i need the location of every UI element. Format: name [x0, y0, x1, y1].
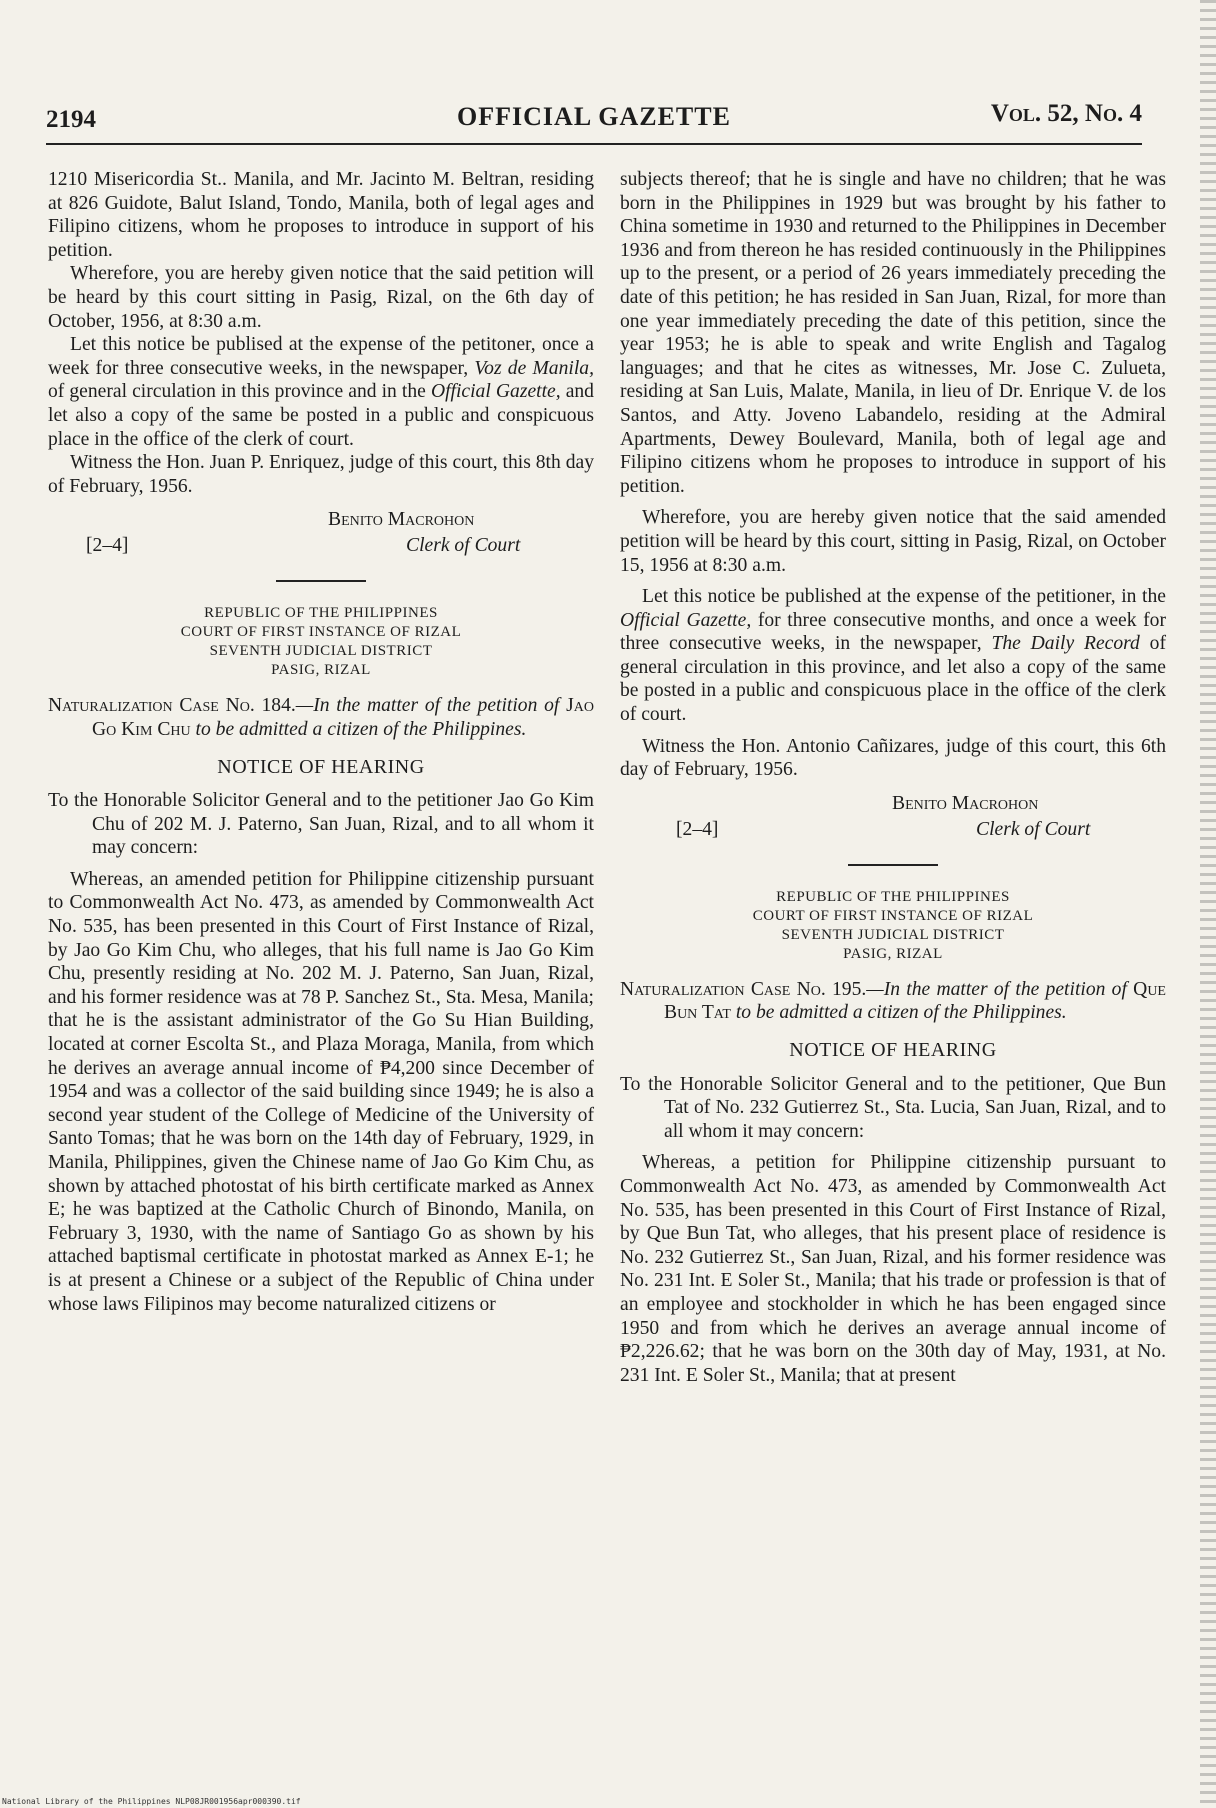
right-wherefore-paragraph: Wherefore, you are hereby given notice that the said amended petition will be heard by this court, sitting in Pasig, Rizal, on October 15, 1956 at 8:30 a.m.	[620, 507, 1166, 576]
left-case-caption: Naturalization Case No. 184.—In the matter of the petition of Jao Go Kim Chu to be admitted a citizen of the Philippines.	[48, 695, 594, 740]
left-witness-paragraph: Witness the Hon. Juan P. Enriquez, judge of this court, this 8th day of February, 1956.	[48, 452, 594, 497]
right-case-caption: Naturalization Case No. 195.—In the matter of the petition of Que Bun Tat to be admitted a citizen of the Philippines.	[620, 978, 1166, 1024]
right-witness-paragraph: Witness the Hon. Antonio Cañizares, judge of this court, this 6th day of February, 1956.	[620, 735, 1166, 781]
clerk-name: Benito Macrohon	[328, 509, 475, 531]
right-column	[620, 168, 1166, 1387]
page-number: 2194	[46, 106, 96, 133]
clerk-title: Clerk of Court	[406, 535, 521, 557]
left-continued-paragraph: 1210 Misericordia St.. Manila, and Mr. Jacinto M. Beltran, residing at 826 Guidote, Balut Island, Tondo, Manila, both of legal ages and Filipino citizens, whom he proposes to introduce in support of his petition.	[48, 169, 594, 261]
left-court-heading: REPUBLIC OF THE PHILIPPINES COURT OF FIRST INSTANCE OF RIZAL SEVENTH JUDICIAL DISTRICT PASIG, RIZAL	[180, 605, 462, 679]
page-header	[46, 100, 1142, 140]
publication-title: OFFICIAL GAZETTE	[457, 102, 731, 131]
section-divider	[276, 580, 366, 582]
gazette-name: Official Gazette,	[430, 381, 561, 403]
right-court-heading: REPUBLIC OF THE PHILIPPINES COURT OF FIRST INSTANCE OF RIZAL SEVENTH JUDICIAL DISTRICT PASIG, RIZAL	[752, 888, 1034, 962]
left-whereas-paragraph: Whereas, an amended petition for Philippine citizenship pursuant to Commonwealth Act No. 473, as amended by Commonwealth Act No. 535, has been presented in this Court of First Instance of Rizal, by Jao Go Kim Chu, who alleges, that his full name is Jao Go Kim Chu, presently residing at No. 202 M. J. Paterno, San Juan, Rizal, and his former residence was at 78 P. Sanchez St., Sta. Mesa, Manila; that he is the assistant administrator of the Go Su Hian Building, located at corner Escolta St., and Plaza Moraga, Manila, from which he derives an average annual income of ₱4,200 since December of 1954 and was a collector of the said building since 1949; he is also a second year student of the College of Medicine of the University of Santo Tomas; that he was born on the 14th day of February, 1929, in Manila, Philippines, given the Chinese name of Jao Go Kim Chu, as shown by attached photostat of his birth certificate marked as Annex E; he was baptized at the Catholic Church of Binondo, Manila, on February 3, 1930, with the name of Santiago Go as shown by his attached baptismal certificate in photostat marked as Annex E-1; he is at present a Chinese or a subject of the Republic of China under whose laws Filipinos may become naturalized citizens or	[48, 868, 594, 1315]
section-divider	[848, 864, 938, 866]
scan-edge-marks	[1200, 0, 1216, 1808]
left-publication-paragraph: Let this notice be publised at the expense of the petitoner, once a week for three consecutive weeks, in the newspaper, Voz de Manila, of general circulation in this province and in the Official Gazette, and let also a copy of the same be posted in a public and conspicuous place in the office of the clerk of court.	[48, 334, 594, 450]
right-publication-paragraph: Let this notice be published at the expense of the petitioner, in the Official Gazette, for three consecutive months, and once a week for three consecutive weeks, in the newspaper, The Daily Record of general circulation in this province, and let also a copy of the same be posted in a public and conspicuous place in the office of the clerk of court.	[620, 586, 1166, 726]
left-addressee: To the Honorable Solicitor General and to the petitioner Jao Go Kim Chu of 202 M. J. Paterno, San Juan, Rizal, and to all whom it may concern:	[48, 790, 594, 859]
issue-reference: [2–4]	[676, 818, 719, 840]
scan-footer: National Library of the Philippines NLP08JR001956apr000390.tif	[2, 1797, 301, 1806]
right-addressee: To the Honorable Solicitor General and to the petitioner, Que Bun Tat of No. 232 Gutierrez St., Sta. Lucia, San Juan, Rizal, and to all whom it may concern:	[620, 1073, 1166, 1142]
issue-reference: [2–4]	[86, 535, 129, 557]
left-notice-title: NOTICE OF HEARING	[217, 755, 425, 778]
right-continued-paragraph: subjects thereof; that he is single and have no children; that he was born in the Philippines in 1929 but was brought by his father to China sometime in 1930 and returned to the Philippines in December 1936 and from thereon he has resided continuously in the Philippines up to the present, or a period of 26 years immediately preceding the date of this petition; he has resided in San Juan, Rizal, for more than one year immediately preceding the date of this petition, since the year 1953; he is able to speak and write English and Tagalog languages; and that he cites as witnesses, Mr. Jose C. Zulueta, residing at San Luis, Malate, Manila, in lieu of Dr. Enrique V. de los Santos, and Atty. Joveno Labandelo, residing at the Admiral Apartments, Dewey Boulevard, Manila, both of legal age and Filipino citizens whom he proposes to introduce in support of his petition.	[620, 169, 1166, 497]
left-signature-block	[48, 508, 594, 562]
right-signature-block	[620, 792, 1166, 846]
left-wherefore-paragraph: Wherefore, you are hereby given notice that the said petition will be heard by this court sitting in Pasig, Rizal, on the 6th day of October, 1956, at 8:30 a.m.	[48, 263, 594, 332]
right-whereas-paragraph: Whereas, a petition for Philippine citizenship pursuant to Commonwealth Act No. 473, as amended by Commonwealth Act No. 535, has been presented in this Court of First Instance of Rizal, by Que Bun Tat, who alleges, that his present place of residence is No. 232 Gutierrez St., San Juan, Rizal, and his former residence was No. 231 Int. E Soler St., Manila; that his trade or profession is that of an employee and stockholder in which he has been engaged since 1950 and from which he derives an average annual income of ₱2,226.62; that he was born on the 30th day of May, 1931, at No. 231 Int. E Soler St., Manila; that at present	[620, 1152, 1166, 1386]
gazette-name: Official Gazette,	[620, 609, 752, 631]
newspaper-name: The Daily Record	[991, 633, 1140, 655]
header-rule	[46, 143, 1142, 145]
volume-info: Vol. 52, No. 4	[990, 100, 1142, 127]
clerk-title: Clerk of Court	[976, 818, 1091, 840]
right-notice-title: NOTICE OF HEARING	[789, 1039, 997, 1062]
clerk-name: Benito Macrohon	[892, 792, 1039, 814]
newspaper-name: Voz de Manila,	[474, 357, 594, 379]
left-column	[48, 168, 594, 1316]
